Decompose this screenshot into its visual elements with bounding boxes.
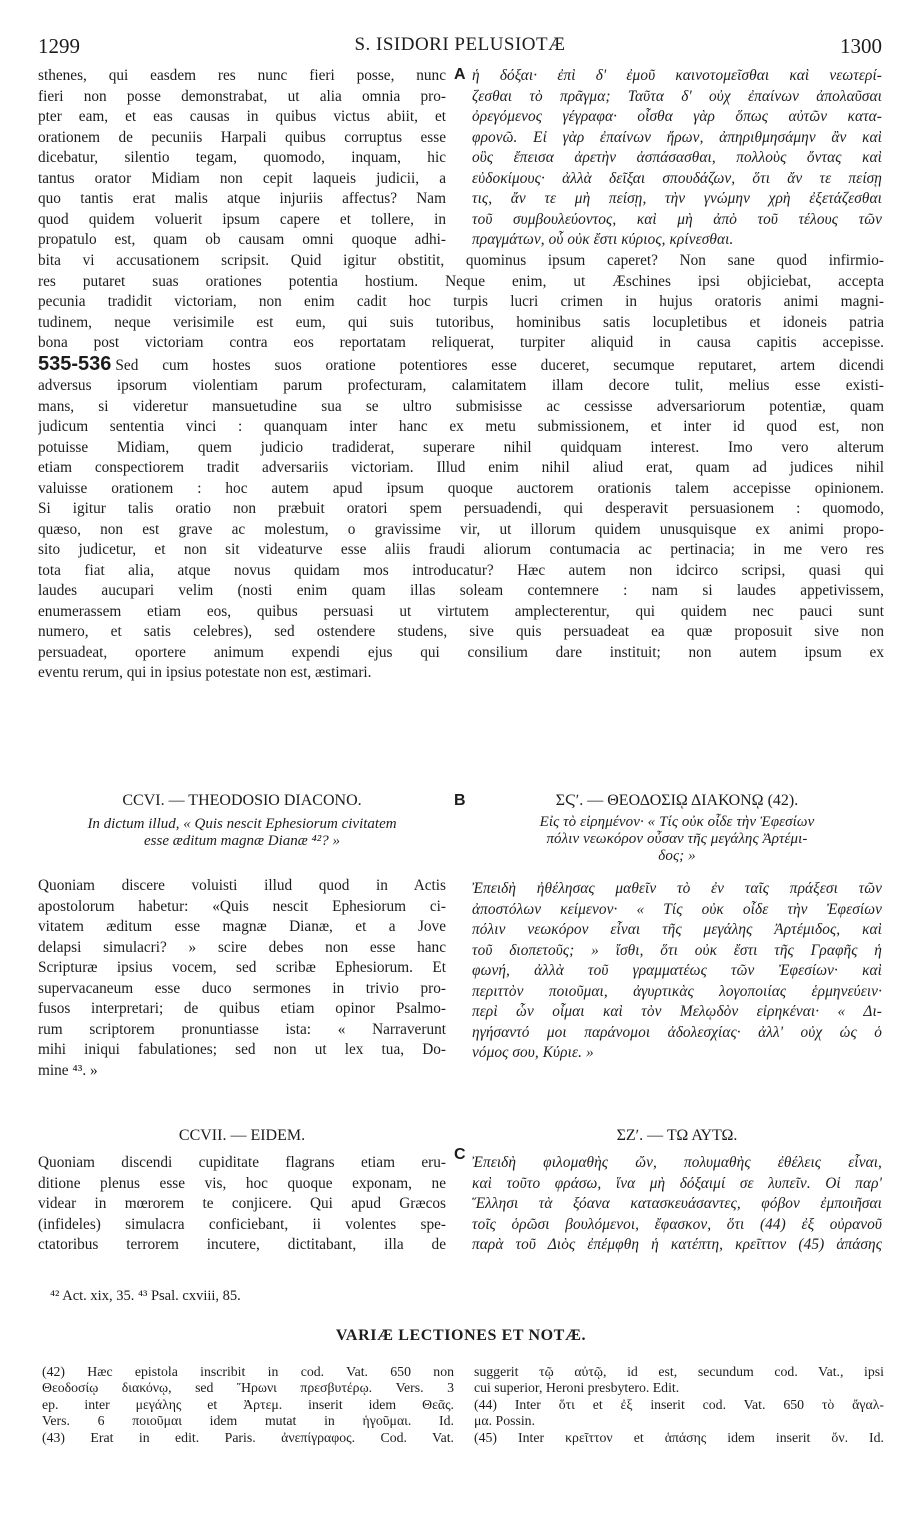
latin-line: ctatoribus terrorem incutere, dictitabant, illa de — [38, 1236, 446, 1253]
latin-line: tudinem, neque verisimile est eum, qui suis tutoribus, hominibus satis locupletibus et idoneis patria — [38, 313, 884, 331]
greek-line: ὀρεγόμενος γέγραφα· οἶσθα γὰρ ὅπως αὐτῶν κατα- — [472, 108, 882, 125]
greek-line: τις, ἄν τε μὴ πείσῃ, τὴν γνώμην χρὴ ἐξετάζεσθαι — [472, 190, 882, 207]
letter-subtitle: δος; » — [658, 848, 696, 864]
top-left-column — [38, 66, 446, 251]
greek-line: Ἐπειδὴ φιλομαθὴς ὤν, πολυμαθὴς ἐθέλεις εἶναι, — [472, 1154, 882, 1171]
letter-subtitle: πόλιν νεωκόρον οὖσαν τῆς μεγάλης Ἀρτέμι- — [546, 831, 808, 847]
latin-line: Quoniam discendi cupiditate flagrans etiam eru- — [38, 1154, 446, 1171]
latin-line: supervacaneum esse duco sermones in trivio pro- — [38, 979, 446, 997]
page-number-right: 1300 — [840, 34, 882, 58]
latin-line: res putaret suas orationes potentia hostium. Neque enim, ut Æschines ipsi objiciebat, accepta — [38, 272, 884, 290]
note-line: Θεοδοσίῳ διακόνῳ, sed Ἥρωνι πρεσβυτέρῳ. Vers. 3 — [42, 1380, 454, 1396]
greek-line: νόμος σου, Κύριε. » — [472, 1044, 594, 1061]
letter-subtitle: In dictum illud, « Quis nescit Ephesiorum civitatem — [87, 816, 397, 832]
top-right-column — [472, 66, 882, 251]
note-line: (43) Erat in edit. Paris. ἀνεπίγραφος. Cod. Vat. — [42, 1429, 454, 1445]
greek-line: φρονῶ. Εἰ γὰρ ἐπαίνων ἤρων, ἀπηριθμησάμην ἂν καὶ — [472, 128, 882, 146]
latin-line: mine ⁴³. » — [38, 1061, 98, 1079]
greek-line: ζεσθαι τὸ πρᾶγμα; Ταῦτα δ' οὐχ ἐπαίνων ἀπολαῦσαι — [472, 87, 882, 105]
latin-line: quæso, non est grave ac molestum, o gravissime vir, ut illorum quidem unusquisque ex animi propo- — [38, 520, 884, 538]
greek-line: εὐδοκίμους· ἀλλὰ δεῖξαι σπουδάζων, ὅτι ἄν τε πείσῃ — [472, 169, 882, 187]
latin-line — [38, 354, 884, 377]
greek-line: τοῦ διοπετοῦς; » ἴσθι, ὅτι οὐκ ἔστι τῆς Γραφῆς ἡ — [472, 941, 882, 959]
latin-line: pter eam, et eas causas in quibus victus abiit, et — [38, 108, 446, 125]
greek-line: ηγήσαντό μοι παράνομοι ἀδολεσχίας· ἀλλ' οὐχ ὡς ὁ — [472, 1023, 882, 1041]
latin-line: (infideles) simulacra conficiebant, ii volentes spe- — [38, 1215, 446, 1233]
letter-heading: CCVII. — EIDEM. — [178, 1127, 306, 1144]
running-header — [38, 34, 882, 60]
column-number-label: 535-536 — [38, 353, 112, 375]
latin-line: persuadeat, oportere animum expendi ejus qui consilium dare instituit; non autem ipsum ex — [38, 643, 884, 661]
note-line: μα. Possin. — [474, 1413, 536, 1429]
margin-marker-b: B — [454, 792, 466, 809]
running-title: S. ISIDORI PELUSIOTÆ — [354, 34, 566, 55]
latin-line: laudes aucupari velim (nosti enim quam illas soleam contemnere : nam si laudes appetivissem, — [38, 582, 884, 599]
greek-line: καὶ τοῦτο φράσω, ἵνα μὴ δόξαιμί σε λυπεῖν. Οἱ παρ' — [472, 1174, 882, 1192]
letter-subtitle: esse æditum magnæ Dianæ ⁴²? » — [144, 833, 340, 849]
latin-line-rest: Sed cum hostes suos oratione potentiores esse duceret, secumque reputaret, artem dicendi — [115, 356, 884, 374]
latin-line: tantus orator Midiam non cepit laqueis judicii, a — [38, 169, 446, 187]
greek-line: τοῦ συμβουλεύοντος, καὶ μὴ ἀπὸ τοῦ τέλους τῶν — [472, 210, 882, 228]
greek-line: περιττὸν ποιοῦμαι, ἀγυρτικὰς λογοποιίας ἑρμηνεύειν· — [472, 982, 882, 1000]
latin-line: mans, si videretur mansuetudine sua se ultro submisisse ac cessisse adversariorum potentiæ, quam — [38, 397, 884, 415]
greek-line: παρὰ τοῦ Διὸς ἐπέμφθη ἡ κατέπτη, κρεῖττον (45) ἁπάσης — [472, 1236, 882, 1253]
latin-line: videar in mœrorem te conjicere. Qui apud Græcos — [38, 1195, 446, 1212]
latin-line: numero, et satis celebres), sed ostendere studens, sive quis persuadeat ea quæ proposuit sive non — [38, 623, 884, 640]
greek-line: περὶ ὧν οἶμαι καὶ τὸν Μελῳδὸν εἰρηκέναι· « Δι- — [472, 1003, 882, 1020]
margin-marker-a: A — [454, 66, 466, 83]
page-number-left: 1299 — [38, 34, 80, 58]
note-line: Vers. 6 ποιοῦμαι idem mutat in ἡγοῦμαι. Id. — [42, 1413, 454, 1429]
greek-line: οὓς ἔπεισα ἀρετὴν ἀσπάσασθαι, πολλοὺς ὄντας καὶ — [472, 149, 882, 166]
latin-line: fieri non posse demonstrabat, ut alia omnia pro- — [38, 87, 446, 105]
latin-line: apostolorum habetur: «Quis nescit Ephesiorum ci- — [38, 897, 446, 915]
latin-line: bona post victoriam contra eos reportatam reliquerat, turpiter aliquid in causa capitis accepisse. — [38, 334, 884, 351]
latin-line: bita vi accusationem scripsit. Quid igitur obstitit, quominus ipsum caperet? Non sane quod infirmio- — [38, 252, 884, 269]
latin-line: Si igitur talis oratio non præbuit oratori spem persuadendi, qui desperavit persuasionem : quomodo, — [38, 500, 884, 517]
latin-line: quo tantis erat malis atque injuriis affectus? Nam — [38, 190, 446, 207]
greek-line: πραγμάτων, οὗ οὐκ ἔστι κύριος, κρίνεσθαι. — [472, 231, 734, 248]
latin-line: Quoniam discere voluisti illud quod in Actis — [38, 877, 446, 894]
latin-line: sthenes, qui easdem res nunc fieri posse, nunc — [38, 67, 446, 84]
letter-heading: CCVI. — THEODOSIO DIACONO. — [122, 792, 362, 809]
greek-line: ἡ δόξαι· ἐπὶ δ' ἐμοῦ καινοτομεῖσθαι καὶ νεωτερί- — [472, 67, 882, 84]
latin-line: orationem de pecuniis Harpali quibus corruptus esse — [38, 128, 446, 146]
latin-line: mihi iniqui fabulationes; sed non ut lex tua, Do- — [38, 1041, 446, 1058]
latin-line: tota fiat alia, atque novus quidam mos introducatur? Hæc autem non idcirco scripsi, quasi qui — [38, 561, 884, 579]
latin-line: delapsi simulacri? » scire debes non esse hanc — [38, 938, 446, 956]
latin-line: dicebatur, silentio tegam, quomodo, inquam, hic — [38, 149, 446, 166]
full-width-text — [38, 251, 884, 684]
latin-line: pecunia tradidit victoriam, non enim cadit hoc turpis lucri crimen in hujus oratoris animi magni- — [38, 293, 884, 310]
latin-line: rum scriptorem pronuntiasse ista: « Narraverunt — [38, 1020, 446, 1038]
latin-line: propatulo est, quam ob causam omni quoque adhi- — [38, 231, 446, 248]
latin-line: fusos interpretari; de quibus etiam opinor Psalmo- — [38, 1000, 446, 1017]
latin-line: valuisse orationem : hoc autem apud ipsum quoque auctorem orationis talem accepisse opinionem. — [38, 479, 884, 497]
greek-line: Ἐπειδὴ ἠθέλησας μαθεῖν τὸ ἐν ταῖς πράξεσι τῶν — [472, 880, 882, 897]
note-line: (45) Inter κρεῖττον et ἁπάσης idem inserit ὄν. Id. — [474, 1429, 884, 1445]
latin-line: eventu rerum, qui in ipsius potestate non est, æstimari. — [38, 664, 372, 681]
letter-207-greek — [472, 1127, 882, 1256]
greek-line: φωνή, ἀλλὰ τοῦ γραμματέως τῶν Ἐφεσίων· καὶ — [472, 962, 882, 979]
latin-line: adversus ipsorum violentiam parum profecturam, calamitatem illam decore tulit, melius esse existi- — [38, 377, 884, 394]
letter-heading: ΣΖʹ. — ΤΩ ΑΥΤΩ. — [616, 1127, 738, 1144]
margin-marker-c: C — [454, 1146, 466, 1163]
notes-left-column — [42, 1364, 454, 1446]
variae-lectiones-title: VARIÆ LECTIONES ET NOTÆ. — [335, 1327, 587, 1344]
latin-line: ditione plenus esse vis, hoc quoque exponam, ne — [38, 1174, 446, 1192]
latin-line: enumerassem etiam eos, quibus persuasi ut virtutem amplecterentur, qui quidem nec pauci sunt — [38, 602, 884, 620]
latin-line: judicum sententia vinci : quanquam inter hanc ex metu submissionem, et inter id quod est, non — [38, 418, 884, 435]
greek-line: Ἕλλησι τὰ ξόανα κατασκευάσαντες, φόβον ἐμποιῆσαι — [472, 1195, 882, 1212]
latin-line: vitatem æditum esse magnæ Dianæ, et a Jove — [38, 918, 446, 935]
note-line: ep. inter μεγάλης et Ἀρτεμ. inserit idem Θεᾶς. — [42, 1396, 454, 1412]
letter-subtitle: Εἰς τὸ εἰρημένον· « Τίς οὐκ οἶδε τὴν Ἐφεσίων — [539, 814, 815, 830]
latin-line: potuisse Midiam, quem judicio tradiderat, superare nihil quidquam interest. Imo vero alterum — [38, 438, 884, 456]
notes-right-column — [474, 1364, 884, 1446]
footnotes: ⁴² Act. xix, 35. ⁴³ Psal. cxviii, 85. — [50, 1288, 241, 1304]
letter-ccvii — [38, 1127, 446, 1256]
latin-line: etiam conspectiorem tradit adversariis victoriam. Illud enim nihil aliud erat, quam ad judices nihil — [38, 459, 884, 476]
greek-line: ἀποστόλων κείμενον· « Τίς οὐκ οἶδε τὴν Ἐφεσίων — [472, 900, 882, 918]
letter-heading: ΣϚʹ. — ΘΕΟΔΟΣΙῼ ΔΙΑΚΟΝῼ (42). — [555, 792, 799, 809]
note-line: (42) Hæc epistola inscribit in cod. Vat. 650 non — [42, 1364, 454, 1379]
latin-line: quod quidem voluerit ipsum capere et tollere, in — [38, 210, 446, 228]
note-line: (44) Inter ὅτι et ἐξ inserit cod. Vat. 650 τὸ ἄγαλ- — [474, 1396, 884, 1412]
letter-ccvi — [38, 792, 446, 1081]
greek-line: τοῖς ὁρῶσι βουλόμενοι, ἔφασκον, ὅτι (44) ἐξ οὐρανοῦ — [472, 1215, 882, 1233]
latin-line: Scripturæ ipsius vocem, sed scribæ Ephesiorum. Et — [38, 959, 446, 976]
letter-206-greek — [472, 792, 882, 1064]
note-line: cui superior, Heroni presbytero. Edit. — [474, 1380, 680, 1396]
note-line: suggerit τῷ αὐτῷ, id est, secundum cod. Vat., ipsi — [474, 1364, 884, 1379]
greek-line: πόλιν νεωκόρον εἶναι τῆς μεγάλης Ἀρτέμιδος, καὶ — [472, 921, 882, 938]
latin-line: sito judicetur, et non sit videaturve esse aliis fraudi aliorum contumacia ac pertinacia; in me vero res — [38, 541, 884, 558]
